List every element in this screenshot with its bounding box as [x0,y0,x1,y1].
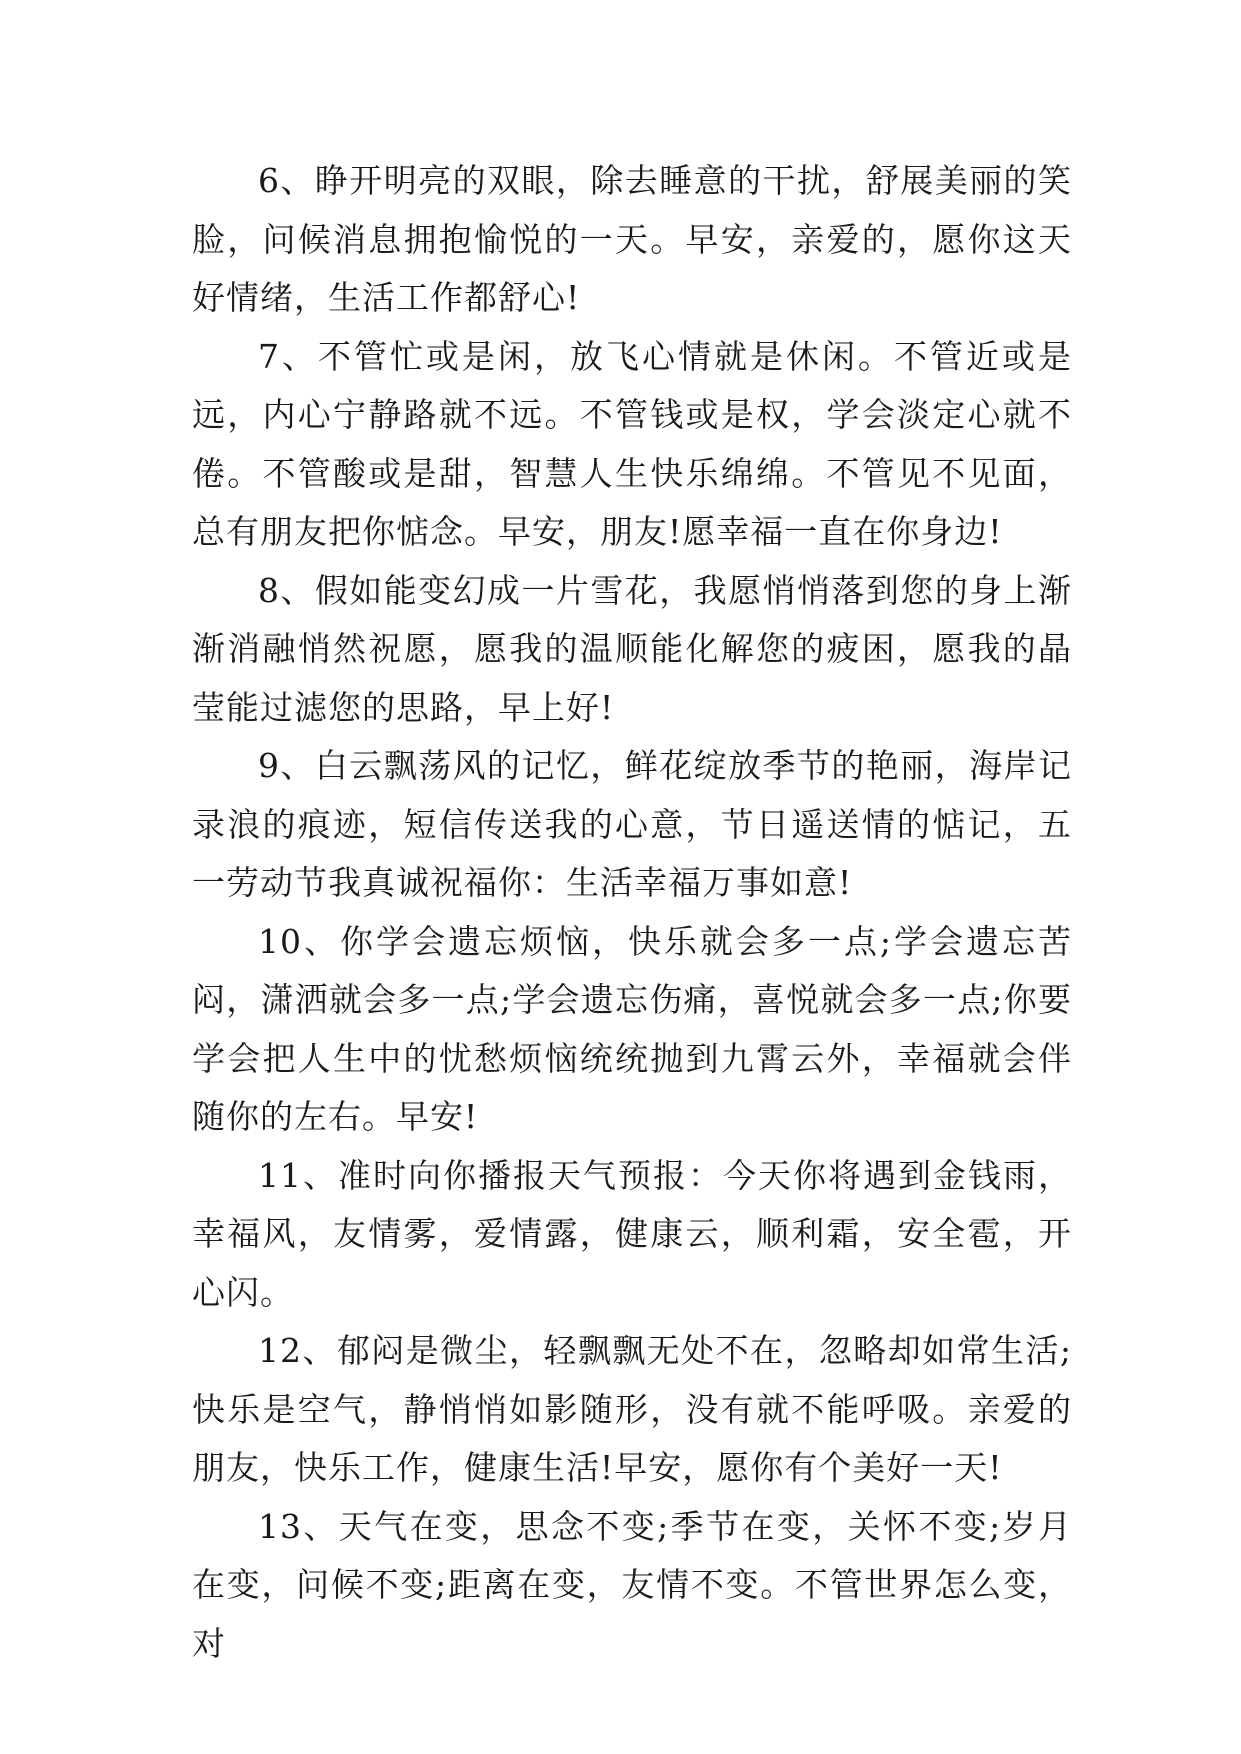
paragraph-6: 6、睁开明亮的双眼，除去睡意的干扰，舒展美丽的笑脸，问候消息拥抱愉悦的一天。早安，亲爱的，愿你这天好情绪，生活工作都舒心! [192,161,1072,317]
paragraph-13: 13、天气在变，思念不变;季节在变，关怀不变;岁月在变，问候不变;距离在变，友情不变。不管世界怎么变，对 [192,1506,1072,1663]
document-body [192,152,1072,1673]
paragraph-11: 11、准时向你播报天气预报：今天你将遇到金钱雨，幸福风，友情雾，爱情露，健康云，顺利霜，安全雹，开心闪。 [192,1155,1072,1312]
paragraph-10: 10、你学会遗忘烦恼，快乐就会多一点;学会遗忘苦闷，潇洒就会多一点;学会遗忘伤痛，喜悦就会多一点;你要学会把人生中的忧愁烦恼统统抛到九霄云外，幸福就会伴随你的左右。早安! [192,921,1072,1136]
paragraph-8: 8、假如能变幻成一片雪花，我愿悄悄落到您的身上渐渐消融悄然祝愿，愿我的温顺能化解您的疲困，愿我的晶莹能过滤您的思路，早上好! [192,570,1072,727]
paragraph-12: 12、郁闷是微尘，轻飘飘无处不在，忽略却如常生活;快乐是空气，静悄悄如影随形，没有就不能呼吸。亲爱的朋友，快乐工作，健康生活!早安，愿你有个美好一天! [192,1331,1072,1487]
paragraph-7: 7、不管忙或是闲，放飞心情就是休闲。不管近或是远，内心宁静路就不远。不管钱或是权，学会淡定心就不倦。不管酸或是甜，智慧人生快乐绵绵。不管见不见面，总有朋友把你惦念。早安，朋友!愿幸福一直在你身边! [192,336,1072,551]
paragraph-9: 9、白云飘荡风的记忆，鲜花绽放季节的艳丽，海岸记录浪的痕迹，短信传送我的心意，节日遥送情的惦记，五一劳动节我真诚祝福你：生活幸福万事如意! [192,746,1072,902]
